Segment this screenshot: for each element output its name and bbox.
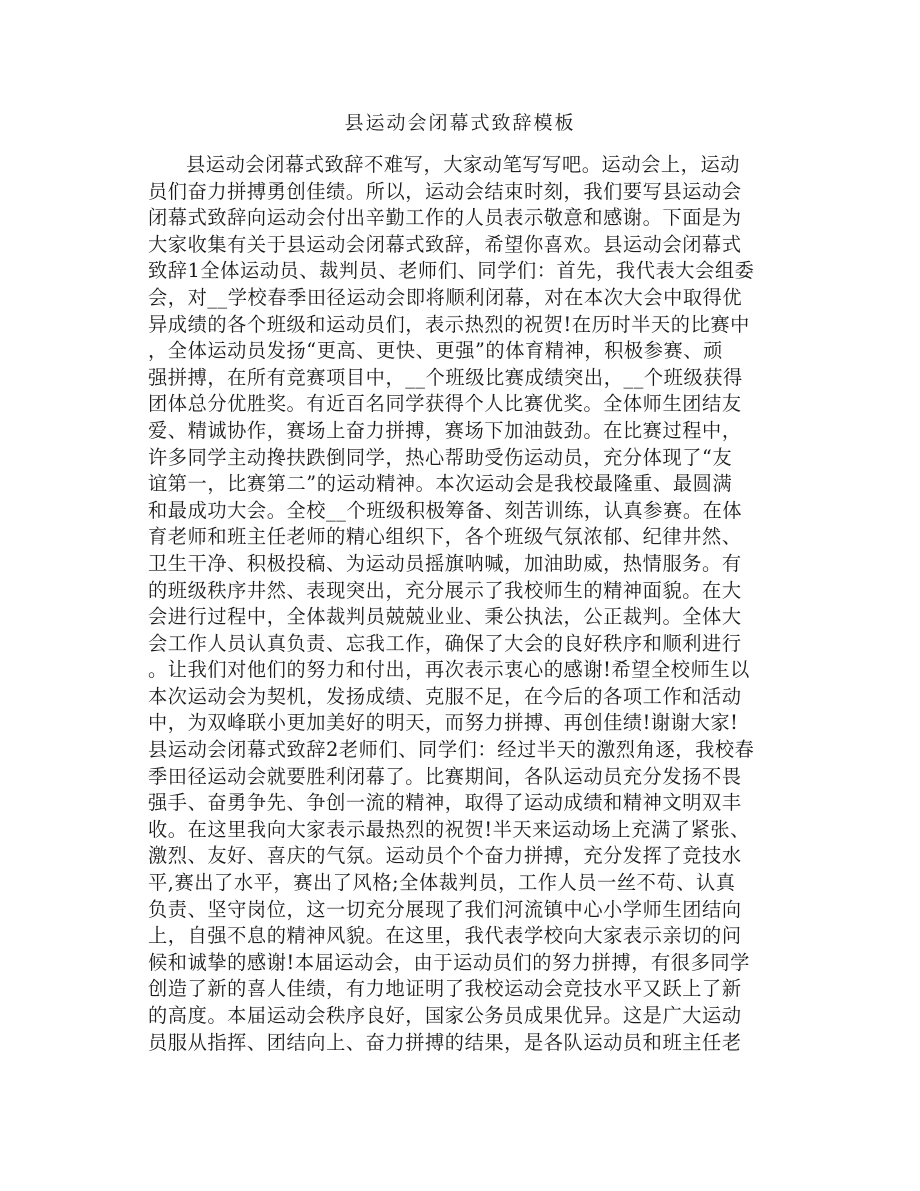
body-line: 。让我们对他们的努力和付出，再次表示衷心的感谢!希望全校师生以: [148, 658, 750, 682]
body-line: 异成绩的各个班级和运动员们，表示热烈的祝贺!在历时半天的比赛中: [148, 312, 750, 336]
body-line: 大家收集有关于县运动会闭幕式致辞，希望你喜欢。县运动会闭幕式: [148, 232, 742, 256]
body-line: 强手、奋勇争先、争创一流的精神，取得了运动成绩和精神文明双丰: [148, 791, 742, 815]
body-line: 强拼搏，在所有竞赛项目中，__个班级比赛成绩突出，__个班级获得: [148, 365, 743, 389]
body-line: 负责、坚守岗位，这一切充分展现了我们河流镇中心小学师生团结向: [148, 897, 742, 921]
body-line: 闭幕式致辞向运动会付出辛勤工作的人员表示敬意和感谢。下面是为: [148, 206, 742, 230]
body-line: 会，对__学校春季田径运动会即将顺利闭幕，对在本次大会中取得优: [148, 285, 743, 309]
body-line: 卫生干净、积极投稿、为运动员摇旗呐喊，加油助威，热情服务。有: [148, 551, 742, 575]
body-line: 谊第一，比赛第二”的运动精神。本次运动会是我校最隆重、最圆满: [148, 472, 733, 496]
body-line: 候和诚挚的感谢!本届运动会，由于运动员们的努力拼搏，有很多同学: [148, 950, 750, 974]
body-line: 的高度。本届运动会秩序良好，国家公务员成果优异。这是广大运动: [148, 1004, 742, 1027]
body-line: 会工作人员认真负责、忘我工作，确保了大会的良好秩序和顺利进行: [148, 631, 742, 655]
body-line: 员服从指挥、团结向上、奋力拼搏的结果，是各队运动员和班主任老: [148, 1030, 742, 1054]
body-line: 本次运动会为契机，发扬成绩、克服不足，在今后的各项工作和活动: [148, 684, 742, 708]
body-line: 和最成功大会。全校__个班级积极筹备、刻苦训练，认真参赛。在体: [148, 498, 743, 522]
body-line: 季田径运动会就要胜利闭幕了。比赛期间，各队运动员充分发扬不畏: [148, 764, 742, 788]
body-line: 会进行过程中，全体裁判员兢兢业业、秉公执法，公正裁判。全体大: [148, 605, 742, 629]
body-line: 的班级秩序井然、表现突出，充分展示了我校师生的精神面貌。在大: [148, 578, 742, 602]
body-line: 平,赛出了水平，赛出了风格;全体裁判员，工作人员一丝不苟、认真: [148, 871, 736, 895]
body-line: 爱、精诚协作，赛场上奋力拼搏，赛场下加油鼓劲。在比赛过程中，: [148, 418, 742, 442]
body-line: 县运动会闭幕式致辞2老师们、同学们：经过半天的激烈角逐，我校春: [148, 738, 755, 762]
body-line: 创造了新的喜人佳绩，有力地证明了我校运动会竞技水平又跃上了新: [148, 977, 742, 1001]
body-line: 中，为双峰联小更加美好的明天，而努力拼搏、再创佳绩!谢谢大家!: [148, 711, 739, 735]
body-line: 致辞1全体运动员、裁判员、老师们、同学们：首先，我代表大会组委: [148, 259, 755, 283]
body-line: ，全体运动员发扬“更高、更快、更强”的体育精神，积极参赛、顽: [148, 339, 723, 363]
body-line: 收。在这里我向大家表示最热烈的祝贺!半天来运动场上充满了紧张、: [148, 817, 750, 841]
body-line: 县运动会闭幕式致辞不难写，大家动笔写写吧。运动会上，运动: [186, 153, 741, 176]
document-body: [148, 152, 773, 1056]
body-line: 员们奋力拼搏勇创佳绩。所以，运动会结束时刻，我们要写县运动会: [148, 179, 742, 203]
body-line: 许多同学主动搀扶跌倒同学，热心帮助受伤运动员，充分体现了“友: [148, 445, 733, 469]
body-line: 上，自强不息的精神风貌。在这里，我代表学校向大家表示亲切的问: [148, 924, 742, 948]
body-line: 团体总分优胜奖。有近百名同学获得个人比赛优奖。全体师生团结友: [148, 392, 742, 416]
body-line: 激烈、友好、喜庆的气氛。运动员个个奋力拼搏，充分发挥了竞技水: [148, 844, 742, 868]
body-line: 育老师和班主任老师的精心组织下，各个班级气氛浓郁、纪律井然、: [148, 525, 742, 549]
document-title: 县运动会闭幕式致辞模板: [344, 112, 576, 134]
